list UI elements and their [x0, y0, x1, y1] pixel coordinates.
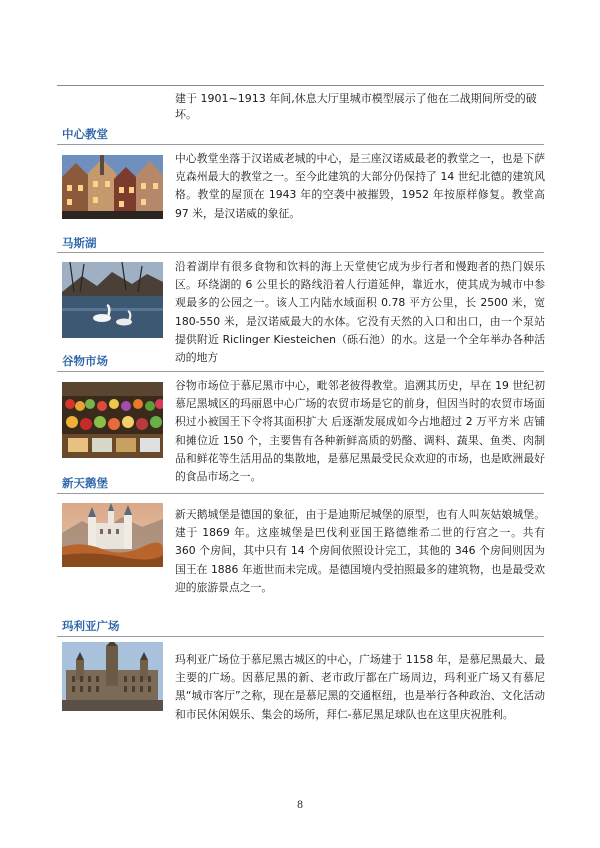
section-body-maschsee: 沿着湖岸有很多食物和饮料的海上天堂使它成为步行者和慢跑者的热门娱乐区。环绕湖的 6 公里长的路线沿着人行道延伸，靠近水，使其成为城市中参观最多的公园之一。该人工内陆水域面积 0.78 平方公里，长 2500 米，宽 180-550 米，是汉诺威最大的水体。它没有天然的入口和出口，由一个泵站提供附近 Riclinger Kiesteichen（砾石池）的水。这是一个全年举办各种活动的地方	[175, 260, 545, 365]
section-body-viktualienmarkt: 谷物市场位于慕尼黑市中心，毗邻老彼得教堂。追溯其历史，早在 19 世纪初慕尼黑城区的玛丽恩中心广场的农贸市场是它的前身，但因当时的农贸市场面积过小被国王下令将其面积扩大 后逐渐发展成如今占地超过 2 万平方米 店铺和摊位近 150 个，主要售有各种新鲜高质的奶酪、调料、蔬果、鱼类、肉制品和鲜花等生活用品的集散地，是慕尼黑最受民众欢迎的市场，也是欧洲最好的食品市场之一。	[175, 379, 545, 484]
section-divider	[57, 493, 544, 494]
section-divider	[57, 252, 544, 253]
section-title-viktualienmarkt: 谷物市场	[62, 354, 108, 368]
section-title-maschsee: 马斯湖	[62, 236, 97, 250]
page-number: 8	[296, 800, 304, 811]
old-town-houses-photo	[62, 155, 163, 219]
section-body-central-church: 中心教堂坐落于汉诺威老城的中心，是三座汉诺威最老的教堂之一，也是下萨克森州最大的教堂之一。至今此建筑的大部分仍保持了 14 世纪北德的建筑风格。教堂的屋顶在 1943 年的空袭中被摧毁，1952 年按原样修复。教堂高 97 米，是汉诺威的象征。	[175, 152, 545, 220]
section-divider	[57, 144, 544, 145]
section-divider	[57, 636, 544, 637]
section-body-marienplatz: 玛利亚广场位于慕尼黑古城区的中心，广场建于 1158 年，是慕尼黑最大、最主要的广场。因慕尼黑的新、老市政厅都在广场周边，玛利亚广场又有慕尼黑“城市客厅”之称，现在是慕尼黑的交通枢纽，也是举行各种政治、文化活动和市民休闲娱乐、集会的场所，拜仁-慕尼黑足球队也在这里庆祝胜利。	[175, 653, 545, 721]
castle-photo	[62, 503, 163, 567]
lake-swans-photo	[62, 262, 163, 338]
section-divider	[57, 371, 544, 372]
section-body-neuschwanstein: 新天鹅城堡是德国的象征，由于是迪斯尼城堡的原型，也有人叫灰姑娘城堡。建于 1869 年。这座城堡是巴伐利亚国王路德维希二世的行宫之一。共有 360 个房间，其中只有 14 个房间依照设计完工，其他的 346 个房间则因为国王在 1886 年逝世而未完成。是德国境内受拍照最多的建筑物，也是最受欢迎的旅游景点之一。	[175, 508, 545, 594]
market-stall-photo	[62, 382, 163, 458]
intro-text: 建于 1901~1913 年间,休息大厅里城市模型展示了他在二战期间所受的破坏。	[175, 92, 537, 121]
top-divider	[57, 85, 544, 86]
section-title-marienplatz: 玛利亚广场	[62, 619, 120, 633]
section-title-neuschwanstein: 新天鹅堡	[62, 476, 108, 490]
section-title-central-church: 中心教堂	[62, 127, 108, 141]
town-hall-square-photo	[62, 642, 163, 711]
